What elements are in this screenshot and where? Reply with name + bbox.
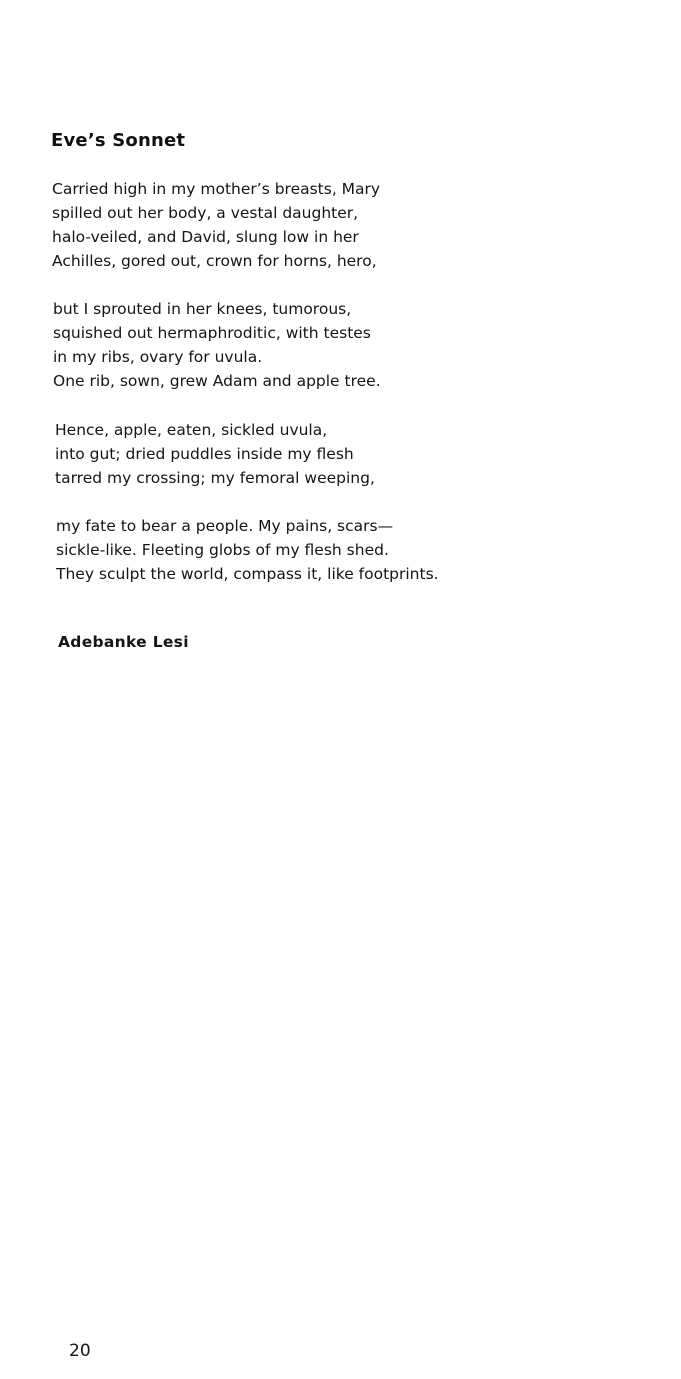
poem-line: into gut; dried puddles inside my flesh bbox=[55, 445, 354, 463]
stanza-1 bbox=[52, 177, 380, 273]
poem-line: sickle-like. Fleeting globs of my flesh shed. bbox=[56, 541, 389, 559]
poem-line: Carried high in my mother’s breasts, Mary bbox=[52, 180, 381, 198]
poem-line: my fate to bear a people. My pains, scars— bbox=[56, 517, 394, 535]
poem-line: but I sprouted in her knees, tumorous, bbox=[53, 300, 352, 318]
poem-author: Adebanke Lesi bbox=[58, 633, 189, 651]
poem-line: Achilles, gored out, crown for horns, hero, bbox=[52, 252, 377, 270]
poem-line: One rib, sown, grew Adam and apple tree. bbox=[53, 372, 381, 390]
page-number: 20 bbox=[69, 1341, 91, 1361]
poem-line: Hence, apple, eaten, sickled uvula, bbox=[55, 421, 328, 439]
poem-title: Eve’s Sonnet bbox=[51, 130, 186, 151]
poem-line: halo-veiled, and David, slung low in her bbox=[52, 228, 359, 246]
poem-line: squished out hermaphroditic, with testes bbox=[53, 324, 371, 342]
poem-line: in my ribs, ovary for uvula. bbox=[53, 348, 263, 366]
stanza-4 bbox=[56, 514, 439, 586]
stanza-2 bbox=[53, 297, 381, 393]
poem-line: spilled out her body, a vestal daughter, bbox=[52, 204, 359, 222]
poem-line: tarred my crossing; my femoral weeping, bbox=[55, 469, 375, 487]
poem-line: They sculpt the world, compass it, like footprints. bbox=[56, 565, 439, 583]
stanza-3 bbox=[55, 418, 375, 490]
